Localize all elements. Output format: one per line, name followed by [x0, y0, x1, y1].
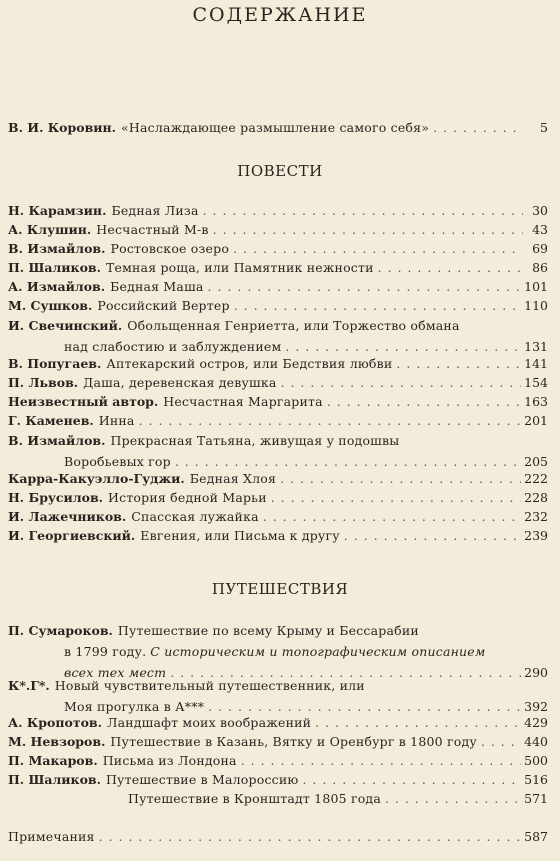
toc-entry[interactable]: [8, 731, 548, 752]
entry-page: 86: [532, 260, 548, 275]
entry-page: 43: [532, 222, 548, 237]
toc-entry[interactable]: [8, 788, 548, 809]
entry-author: К*.Г*.: [8, 678, 50, 693]
entry-author: А. Клушин.: [8, 222, 92, 237]
entry-title: Даша, деревенская девушка: [83, 375, 277, 390]
toc-entry[interactable]: [8, 525, 548, 546]
leader-dots: [139, 410, 522, 431]
entry-title: Несчастный М-в: [96, 222, 209, 237]
leader-dots: [481, 731, 521, 752]
toc-entry[interactable]: [8, 675, 548, 717]
toc-entry[interactable]: [8, 506, 548, 527]
entry-title: Путешествие по всему Крыму и Бессарабии: [117, 623, 419, 638]
toc-entry[interactable]: [8, 750, 548, 771]
toc-entry[interactable]: [8, 620, 548, 683]
entry-subtitle-continued: всех тех мест: [64, 665, 167, 680]
leader-dots: [280, 468, 521, 489]
entry-author: П. Львов.: [8, 375, 79, 390]
entry-title: Примечания: [8, 829, 95, 844]
entry-page: 239: [524, 528, 548, 543]
entry-author: Г. Каменев.: [8, 413, 94, 428]
toc-entry[interactable]: [8, 315, 548, 357]
entry-title: Обольщенная Генриетта, или Торжество обмана: [127, 318, 460, 333]
entry-author: Н. Карамзин.: [8, 203, 107, 218]
entry-title-continued: над слабостию и заблуждением: [64, 339, 282, 354]
entry-title: Прекрасная Татьяна, живущая у подошвы: [110, 433, 400, 448]
entry-author: В. Попугаев.: [8, 356, 102, 371]
entry-title-continued: в 1799 году.: [64, 644, 147, 659]
entry-author: В. И. Коровин.: [8, 120, 117, 135]
entry-page: 163: [524, 394, 548, 409]
entry-author: М. Невзоров.: [8, 734, 106, 749]
entry-title: Ландшафт моих воображений: [106, 715, 312, 730]
entry-page: 5: [540, 120, 548, 135]
leader-dots: [385, 788, 521, 809]
entry-title: Ростовское озеро: [110, 241, 230, 256]
leader-dots: [281, 372, 522, 393]
leader-dots: [433, 117, 523, 138]
entry-page: 30: [532, 203, 548, 218]
entry-page: 101: [524, 279, 548, 294]
entry-page: 429: [524, 715, 548, 730]
leader-dots: [213, 219, 523, 240]
entry-title: Бедная Маша: [110, 279, 204, 294]
toc-entry[interactable]: [8, 487, 548, 508]
leader-dots: [302, 769, 521, 790]
toc-entry[interactable]: [8, 410, 548, 431]
entry-title: Бедная Лиза: [111, 203, 199, 218]
entry-page: 205: [524, 454, 548, 469]
entry-page: 500: [524, 753, 548, 768]
entry-author: П. Макаров.: [8, 753, 98, 768]
toc-entry[interactable]: [8, 769, 548, 790]
entry-title: История бедной Марьи: [108, 490, 267, 505]
entry-page: 290: [524, 665, 548, 680]
entry-title-continued: Моя прогулка в А***: [64, 699, 205, 714]
entry-page: 516: [524, 772, 548, 787]
leader-dots: [233, 238, 523, 259]
entry-title: Российский Вертер: [97, 298, 230, 313]
leader-dots: [263, 506, 521, 527]
entry-author: В. Измайлов.: [8, 433, 106, 448]
entry-title: Спасская лужайка: [131, 509, 259, 524]
leader-dots: [327, 391, 521, 412]
entry-title: Путешествие в Кронштадт 1805 года: [128, 791, 381, 806]
entry-title: Путешествие в Малороссию: [105, 772, 299, 787]
entry-title: Темная роща, или Памятник нежности: [105, 260, 374, 275]
entry-page: 587: [524, 829, 548, 844]
entry-author: М. Сушков.: [8, 298, 93, 313]
toc-entry[interactable]: [8, 257, 548, 278]
entry-author: Карра-Какуэлло-Гуджи.: [8, 471, 185, 486]
entry-page: 440: [524, 734, 548, 749]
leader-dots: [271, 487, 521, 508]
toc-entry[interactable]: [8, 712, 548, 733]
entry-page: 571: [524, 791, 548, 806]
toc-entry[interactable]: [8, 200, 548, 221]
toc-entry[interactable]: [8, 276, 548, 297]
leader-dots: [396, 353, 521, 374]
entry-author: А. Измайлов.: [8, 279, 106, 294]
entry-subtitle: С историческим и топографическим описанием: [150, 644, 486, 659]
toc-entry[interactable]: [8, 468, 548, 489]
leader-dots: [99, 826, 522, 847]
toc-entry[interactable]: [8, 391, 548, 412]
entry-author: П. Шаликов.: [8, 772, 101, 787]
entry-title: Несчастная Маргарита: [163, 394, 323, 409]
section-heading-povesti: ПОВЕСТИ: [237, 162, 323, 180]
entry-page: 69: [532, 241, 548, 256]
entry-title: Аптекарский остров, или Бедствия любви: [106, 356, 393, 371]
entry-title: Инна: [98, 413, 135, 428]
entry-author: П. Сумароков.: [8, 623, 113, 638]
entry-page: 222: [524, 471, 548, 486]
entry-author: В. Измайлов.: [8, 241, 106, 256]
toc-entry[interactable]: [8, 295, 548, 316]
entry-page: 228: [524, 490, 548, 505]
toc-entry-intro[interactable]: [8, 117, 548, 138]
entry-author: Н. Брусилов.: [8, 490, 104, 505]
entry-page: 131: [524, 339, 548, 354]
entry-author: И. Свечинский.: [8, 318, 123, 333]
leader-dots: [234, 295, 521, 316]
toc-entry[interactable]: [8, 238, 548, 259]
entry-page: 110: [524, 298, 548, 313]
toc-entry[interactable]: [8, 430, 548, 472]
entry-title: Путешествие в Казань, Вятку и Оренбург в 1800 году: [110, 734, 477, 749]
entry-author: И. Лажечников.: [8, 509, 127, 524]
section-heading-puteshestviya: ПУТЕШЕСТВИЯ: [211, 580, 349, 598]
leader-dots: [208, 276, 522, 297]
entry-page: 141: [524, 356, 548, 371]
leader-dots: [378, 257, 523, 278]
toc-entry[interactable]: [8, 353, 548, 374]
entry-title: Новый чувствительный путешественник, или: [54, 678, 365, 693]
entry-page: 392: [524, 699, 548, 714]
entry-title: Евгения, или Письма к другу: [140, 528, 340, 543]
entry-title: «Наслаждающее размышление самого себя»: [121, 120, 430, 135]
entry-author: Неизвестный автор.: [8, 394, 159, 409]
entry-title: Бедная Хлоя: [189, 471, 277, 486]
entry-page: 201: [524, 413, 548, 428]
entry-author: И. Георгиевский.: [8, 528, 136, 543]
page-title: СОДЕРЖАНИЕ: [192, 4, 368, 26]
entry-page: 232: [524, 509, 548, 524]
toc-entry[interactable]: [8, 372, 548, 393]
leader-dots: [241, 750, 521, 771]
toc-entry-notes[interactable]: [8, 826, 548, 847]
entry-title-continued: Воробьевых гор: [64, 454, 171, 469]
leader-dots: [344, 525, 521, 546]
entry-author: А. Кропотов.: [8, 715, 102, 730]
entry-page: 154: [524, 375, 548, 390]
leader-dots: [315, 712, 521, 733]
entry-author: П. Шаликов.: [8, 260, 101, 275]
entry-title: Письма из Лондона: [102, 753, 237, 768]
leader-dots: [203, 200, 523, 221]
toc-entry[interactable]: [8, 219, 548, 240]
